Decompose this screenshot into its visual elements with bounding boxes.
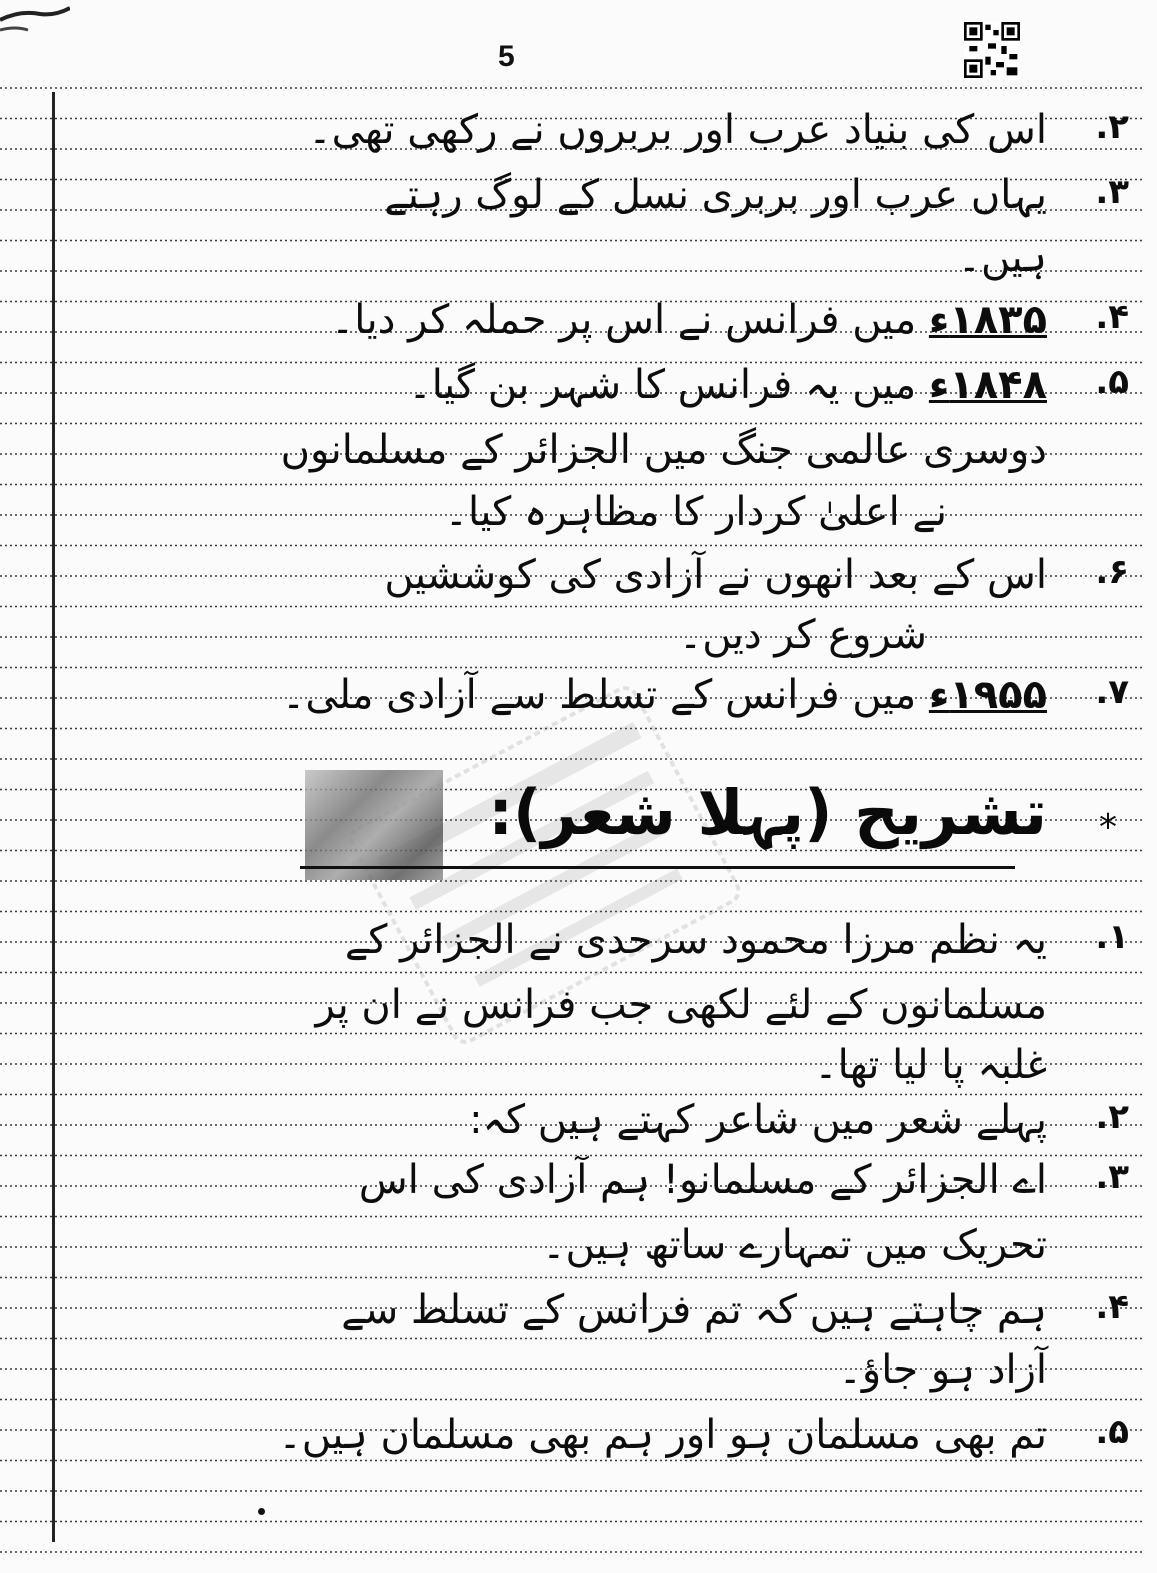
item-number: ۳.	[1095, 1157, 1129, 1197]
note-line: ہیں۔	[957, 235, 1047, 281]
note-line: غلبہ پا لیا تھا۔	[814, 1042, 1047, 1088]
item-number: ۶.	[1095, 552, 1129, 592]
note-line: یہ نظم مرزا محمود سرحدی نے الجزائر کے	[344, 917, 1047, 963]
note-line: مسلمانوں کے لئے لکھی جب فرانس نے ان پر	[315, 982, 1047, 1028]
item-number: ۵.	[1095, 1412, 1129, 1452]
year-value: ۱۸۳۵ء	[928, 297, 1047, 343]
note-line: تم بھی مسلمان ہو اور ہم بھی مسلمان ہیں۔	[278, 1412, 1047, 1458]
note-line-text: میں فرانس نے اس پر حملہ کر دیا۔	[330, 297, 917, 343]
item-number: ۷.	[1095, 672, 1129, 712]
item-number: ۱.	[1095, 917, 1129, 957]
note-line	[408, 362, 1047, 408]
note-line-text: میں یہ فرانس کا شہر بن گیا۔	[408, 362, 917, 408]
item-number: ۴.	[1095, 1287, 1129, 1327]
note-line: پہلے شعر میں شاعر کہتے ہیں کہ:	[469, 1097, 1047, 1143]
note-line: ہم چاہتے ہیں کہ تم فرانس کے تسلط سے	[341, 1287, 1047, 1333]
page-number: 5	[498, 40, 515, 73]
heading-bullet: *	[1099, 807, 1117, 848]
ink-dot	[258, 1508, 265, 1515]
smudge-mark	[305, 770, 443, 880]
item-number: ۲.	[1095, 107, 1129, 147]
note-line: تحریک میں تمہارے ساتھ ہیں۔	[542, 1222, 1047, 1268]
note-line-text: میں فرانس کے تسلط سے آزادی ملی۔	[281, 672, 917, 718]
note-line: اے الجزائر کے مسلمانو! ہم آزادی کی اس	[358, 1157, 1047, 1203]
item-number: ۳.	[1095, 172, 1129, 212]
year-value: ۱۸۴۸ء	[928, 362, 1047, 408]
item-number: ۲.	[1095, 1097, 1129, 1137]
note-line: دوسری عالمی جنگ میں الجزائر کے مسلمانوں	[280, 427, 1047, 473]
note-line: نے اعلیٰ کردار کا مظاہرہ کیا۔	[444, 489, 947, 535]
item-number: ۵.	[1095, 362, 1129, 402]
note-line: اس کے بعد انھوں نے آزادی کی کوششیں	[384, 552, 1047, 598]
heading-underline	[300, 866, 1015, 869]
note-line: اس کی بنیاد عرب اور بربروں نے رکھی تھی۔	[308, 107, 1047, 153]
note-line: شروع کر دیں۔	[678, 612, 927, 658]
note-line: آزاد ہو جاؤ۔	[838, 1347, 1047, 1393]
section-heading: تشریح (پہلا شعر):	[488, 776, 1047, 849]
qr-code	[964, 22, 1020, 78]
item-number: ۴.	[1095, 297, 1129, 337]
note-line: یہاں عرب اور بربری نسل کے لوگ رہتے	[384, 172, 1047, 218]
note-line	[330, 297, 1047, 343]
margin-line	[52, 92, 55, 1542]
year-value: ۱۹۵۵ء	[928, 672, 1047, 718]
note-line	[281, 672, 1047, 718]
